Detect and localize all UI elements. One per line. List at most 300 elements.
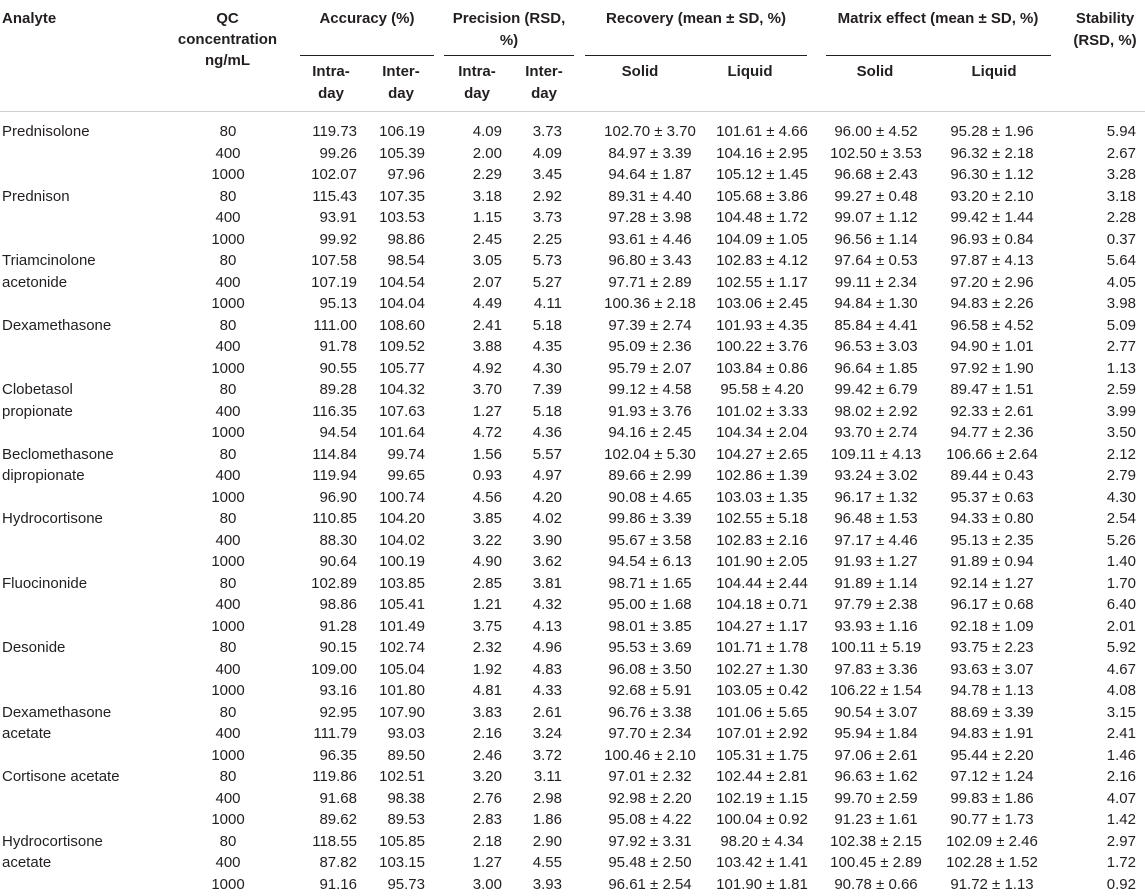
cell-qc: 400: [215, 596, 241, 613]
cell-acc-intra: 93.16: [319, 682, 357, 699]
header-matrix: Matrix effect (mean ± SD, %): [837, 10, 1039, 27]
cell-stability: 1.72: [1106, 854, 1136, 871]
cell-rec-liquid: 103.42 ± 1.41: [716, 854, 808, 871]
header-rule: [0, 111, 1145, 112]
cell-mat-solid: 99.27 ± 0.48: [834, 187, 918, 205]
cell-mat-liquid: 94.77 ± 2.36: [950, 424, 1034, 441]
cell-mat-solid: 97.17 ± 4.46: [834, 531, 918, 549]
cell-prec-intra: 1.15: [472, 209, 502, 226]
cell-acc-inter: 107.63: [379, 402, 425, 420]
cell-prec-intra: 1.27: [472, 854, 502, 871]
cell-stability: 2.28: [1106, 209, 1136, 226]
cell-mat-liquid: 94.78 ± 1.13: [950, 682, 1034, 699]
cell-rec-solid: 102.04 ± 5.30: [604, 445, 696, 463]
cell-acc-intra: 111.79: [313, 725, 357, 742]
cell-mat-liquid: 97.87 ± 4.13: [950, 252, 1034, 269]
cell-qc: 400: [215, 467, 241, 484]
cell-acc-intra: 94.54: [319, 424, 357, 441]
cell-prec-intra: 3.75: [472, 617, 502, 635]
cell-prec-intra: 3.18: [472, 187, 502, 205]
cell-acc-intra: 91.78: [319, 338, 357, 355]
cell-stability: 6.40: [1106, 596, 1136, 613]
cell-qc: 80: [219, 123, 237, 140]
cell-rec-liquid: 104.34 ± 2.04: [716, 424, 808, 441]
cell-prec-intra: 4.09: [472, 123, 502, 140]
cell-acc-intra: 91.28: [319, 617, 357, 635]
cell-stability: 2.67: [1106, 144, 1136, 162]
cell-mat-liquid: 96.58 ± 4.52: [950, 316, 1034, 334]
cell-acc-intra: 87.82: [319, 854, 357, 871]
cell-qc: 80: [219, 574, 237, 592]
cell-mat-solid: 109.11 ± 4.13: [830, 445, 922, 463]
cell-mat-liquid: 96.32 ± 2.18: [950, 144, 1034, 162]
cell-mat-solid: 96.48 ± 1.53: [834, 510, 918, 527]
cell-qc: 1000: [211, 746, 245, 764]
cell-acc-intra: 119.73: [312, 123, 357, 140]
cell-rec-solid: 95.79 ± 2.07: [608, 359, 692, 377]
cell-qc: 80: [219, 768, 237, 785]
cell-acc-intra: 91.68: [319, 789, 357, 807]
cell-acc-intra: 96.90: [319, 488, 357, 506]
cell-acc-intra: 107.58: [311, 252, 357, 269]
cell-qc: 80: [219, 832, 237, 850]
cell-acc-inter: 93.03: [387, 725, 425, 742]
cell-rec-liquid: 102.55 ± 5.18: [716, 510, 808, 527]
cell-stability: 2.54: [1106, 510, 1136, 527]
cell-mat-liquid: 89.47 ± 1.51: [950, 381, 1034, 398]
cell-prec-intra: 3.05: [472, 252, 502, 269]
cell-prec-inter: 3.81: [532, 574, 562, 592]
cell-qc: 1000: [211, 553, 245, 570]
cell-acc-intra: 102.89: [311, 574, 357, 592]
cell-qc: 400: [215, 338, 241, 355]
cell-stability: 2.41: [1106, 725, 1136, 742]
cell-qc: 1000: [211, 875, 245, 893]
cell-acc-inter: 102.74: [379, 639, 425, 656]
cell-stability: 4.07: [1106, 789, 1136, 807]
cell-mat-liquid: 93.75 ± 2.23: [950, 639, 1034, 656]
cell-stability: 2.77: [1106, 338, 1136, 355]
cell-mat-solid: 93.93 ± 1.16: [834, 617, 918, 635]
analyte-name: acetate: [2, 854, 52, 871]
cell-prec-inter: 1.86: [532, 811, 562, 828]
cell-prec-intra: 2.32: [472, 639, 502, 656]
cell-prec-intra: 4.81: [472, 682, 502, 699]
cell-prec-inter: 2.61: [532, 703, 562, 721]
cell-mat-liquid: 95.44 ± 2.20: [950, 746, 1034, 764]
cell-rec-solid: 90.08 ± 4.65: [608, 488, 692, 506]
cell-mat-liquid: 94.83 ± 2.26: [950, 295, 1034, 312]
cell-stability: 3.18: [1106, 187, 1136, 205]
cell-acc-inter: 100.19: [379, 553, 425, 570]
cell-rec-solid: 95.09 ± 2.36: [608, 338, 692, 355]
cell-rec-liquid: 103.06 ± 2.45: [716, 295, 808, 312]
header-precision: Precision (RSD, %): [452, 10, 566, 49]
cell-prec-inter: 3.90: [532, 531, 562, 549]
cell-rec-liquid: 107.01 ± 2.92: [716, 725, 808, 742]
cell-prec-intra: 3.22: [472, 531, 502, 549]
cell-rec-solid: 94.54 ± 6.13: [608, 553, 692, 570]
cell-rec-liquid: 101.71 ± 1.78: [716, 639, 808, 656]
cell-qc: 400: [215, 725, 241, 742]
cell-mat-solid: 85.84 ± 4.41: [834, 316, 918, 334]
cell-acc-inter: 100.74: [379, 488, 425, 506]
cell-acc-intra: 89.28: [319, 381, 357, 398]
cell-qc: 1000: [211, 424, 245, 441]
cell-rec-liquid: 101.61 ± 4.66: [716, 123, 808, 140]
cell-prec-inter: 3.73: [532, 123, 562, 140]
cell-mat-solid: 100.11 ± 5.19: [830, 639, 922, 656]
cell-acc-inter: 98.86: [387, 230, 425, 248]
cell-rec-solid: 96.76 ± 3.38: [608, 703, 692, 721]
cell-acc-inter: 101.64: [379, 424, 425, 441]
cell-rec-solid: 92.98 ± 2.20: [608, 789, 692, 807]
cell-acc-intra: 102.07: [311, 166, 357, 183]
cell-prec-inter: 4.55: [532, 854, 562, 871]
cell-prec-intra: 2.29: [472, 166, 502, 183]
cell-mat-solid: 94.84 ± 1.30: [834, 295, 918, 312]
cell-mat-solid: 102.38 ± 2.15: [830, 832, 922, 850]
cell-prec-inter: 4.02: [532, 510, 562, 527]
cell-prec-intra: 4.49: [472, 295, 502, 312]
cell-prec-inter: 4.13: [532, 617, 562, 635]
cell-rec-liquid: 102.27 ± 1.30: [716, 660, 808, 678]
cell-prec-intra: 4.90: [472, 553, 502, 570]
cell-acc-inter: 107.90: [379, 703, 425, 721]
cell-prec-inter: 5.18: [532, 402, 562, 420]
analyte-name: dipropionate: [2, 467, 85, 484]
header-accuracy: Accuracy (%): [319, 10, 415, 27]
analyte-name: Desonide: [2, 639, 66, 656]
cell-mat-liquid: 92.18 ± 1.09: [950, 617, 1034, 635]
cell-acc-inter: 104.32: [379, 381, 425, 398]
cell-qc: 400: [215, 854, 241, 871]
cell-rec-solid: 93.61 ± 4.46: [608, 230, 692, 248]
cell-mat-solid: 96.17 ± 1.32: [834, 488, 918, 506]
cell-rec-liquid: 101.93 ± 4.35: [716, 316, 808, 334]
cell-prec-intra: 2.76: [472, 789, 502, 807]
cell-acc-intra: 107.19: [311, 273, 357, 291]
cell-acc-inter: 103.85: [379, 574, 425, 592]
cell-acc-inter: 105.77: [379, 359, 425, 377]
cell-mat-solid: 93.70 ± 2.74: [834, 424, 918, 441]
cell-acc-intra: 119.86: [312, 768, 357, 785]
cell-rec-solid: 95.48 ± 2.50: [608, 854, 692, 871]
cell-qc: 80: [219, 703, 237, 721]
cell-mat-liquid: 97.20 ± 2.96: [950, 273, 1034, 291]
cell-acc-inter: 101.49: [379, 617, 425, 635]
cell-stability: 5.92: [1106, 639, 1136, 656]
cell-rec-liquid: 103.05 ± 0.42: [716, 682, 808, 699]
cell-qc: 80: [219, 187, 237, 205]
cell-stability: 3.50: [1106, 424, 1136, 441]
cell-mat-liquid: 96.17 ± 0.68: [950, 596, 1034, 613]
header-recovery-solid: Solid: [621, 63, 659, 80]
cell-rec-liquid: 104.16 ± 2.95: [716, 144, 808, 162]
precision-divider: [444, 55, 574, 56]
header-precision-inter: Inter-day: [525, 63, 563, 102]
analyte-name: acetonide: [2, 273, 68, 291]
cell-acc-inter: 98.38: [387, 789, 425, 807]
cell-prec-intra: 2.18: [472, 832, 502, 850]
cell-mat-solid: 97.83 ± 3.36: [834, 660, 918, 678]
cell-prec-inter: 4.35: [532, 338, 562, 355]
header-qc: QC concentration ng/mL: [177, 10, 278, 69]
cell-mat-solid: 99.70 ± 2.59: [834, 789, 918, 807]
cell-mat-solid: 96.53 ± 3.03: [834, 338, 918, 355]
cell-mat-liquid: 92.33 ± 2.61: [950, 402, 1034, 420]
analyte-name: Cortisone acetate: [2, 768, 120, 785]
cell-rec-solid: 99.86 ± 3.39: [608, 510, 692, 527]
cell-acc-inter: 106.19: [379, 123, 425, 140]
cell-rec-solid: 99.12 ± 4.58: [608, 381, 692, 398]
analyte-name: Prednisolone: [2, 123, 90, 140]
cell-stability: 2.59: [1106, 381, 1136, 398]
cell-acc-inter: 107.35: [379, 187, 425, 205]
cell-stability: 0.37: [1106, 230, 1136, 248]
cell-rec-liquid: 101.02 ± 3.33: [716, 402, 808, 420]
cell-acc-inter: 105.85: [379, 832, 425, 850]
cell-rec-solid: 96.08 ± 3.50: [608, 660, 692, 678]
cell-rec-liquid: 95.58 ± 4.20: [720, 381, 804, 398]
cell-prec-intra: 3.85: [472, 510, 502, 527]
cell-acc-inter: 105.04: [379, 660, 425, 678]
cell-prec-intra: 4.56: [472, 488, 502, 506]
cell-rec-liquid: 105.68 ± 3.86: [716, 187, 808, 205]
analyte-name: Dexamethasone: [2, 316, 112, 334]
analyte-name: Triamcinolone: [2, 252, 96, 269]
cell-stability: 5.09: [1106, 316, 1136, 334]
analyte-name: Fluocinonide: [2, 574, 88, 592]
cell-mat-liquid: 97.92 ± 1.90: [950, 359, 1034, 377]
cell-rec-solid: 91.93 ± 3.76: [608, 402, 692, 420]
cell-mat-liquid: 97.12 ± 1.24: [950, 768, 1034, 785]
cell-rec-liquid: 105.12 ± 1.45: [716, 166, 808, 183]
cell-stability: 3.99: [1106, 402, 1136, 420]
cell-prec-intra: 0.93: [472, 467, 502, 484]
cell-rec-liquid: 100.22 ± 3.76: [716, 338, 808, 355]
cell-stability: 2.79: [1106, 467, 1136, 484]
cell-acc-intra: 115.43: [312, 187, 357, 205]
cell-qc: 1000: [211, 166, 245, 183]
cell-mat-liquid: 95.37 ± 0.63: [950, 488, 1034, 506]
cell-mat-solid: 93.24 ± 3.02: [834, 467, 918, 484]
cell-qc: 400: [215, 209, 241, 226]
cell-prec-intra: 3.00: [472, 875, 502, 893]
cell-stability: 2.12: [1106, 445, 1136, 463]
cell-rec-liquid: 102.83 ± 2.16: [716, 531, 808, 549]
cell-rec-liquid: 104.44 ± 2.44: [716, 574, 808, 592]
cell-prec-intra: 1.56: [472, 445, 502, 463]
cell-mat-liquid: 95.13 ± 2.35: [950, 531, 1034, 549]
analyte-name: acetate: [2, 725, 52, 742]
cell-prec-inter: 5.18: [532, 316, 562, 334]
cell-stability: 1.42: [1106, 811, 1136, 828]
cell-qc: 80: [219, 639, 237, 656]
cell-prec-inter: 3.45: [532, 166, 562, 183]
cell-stability: 3.28: [1106, 166, 1136, 183]
cell-prec-intra: 2.00: [472, 144, 502, 162]
cell-stability: 4.67: [1106, 660, 1136, 678]
cell-rec-liquid: 101.90 ± 2.05: [716, 553, 808, 570]
cell-acc-intra: 91.16: [319, 875, 357, 893]
cell-mat-liquid: 96.93 ± 0.84: [950, 230, 1034, 248]
cell-prec-intra: 2.85: [472, 574, 502, 592]
cell-stability: 5.26: [1106, 531, 1136, 549]
cell-rec-liquid: 100.04 ± 0.92: [716, 811, 808, 828]
cell-rec-liquid: 104.48 ± 1.72: [716, 209, 808, 226]
cell-mat-liquid: 91.72 ± 1.13: [950, 875, 1034, 893]
cell-stability: 0.92: [1106, 875, 1136, 893]
cell-acc-inter: 108.60: [379, 316, 425, 334]
cell-qc: 1000: [211, 811, 245, 828]
cell-acc-inter: 89.50: [387, 746, 425, 764]
cell-prec-intra: 1.92: [472, 660, 502, 678]
cell-acc-intra: 90.15: [319, 639, 357, 656]
cell-acc-intra: 111.00: [313, 316, 357, 334]
cell-mat-solid: 99.11 ± 2.34: [834, 273, 918, 291]
cell-mat-solid: 97.06 ± 2.61: [834, 746, 918, 764]
cell-prec-intra: 4.72: [472, 424, 502, 441]
cell-mat-liquid: 96.30 ± 1.12: [950, 166, 1034, 183]
cell-rec-liquid: 104.18 ± 0.71: [716, 596, 808, 613]
analyte-name: Prednison: [2, 187, 70, 205]
accuracy-divider: [300, 55, 434, 56]
cell-mat-liquid: 89.44 ± 0.43: [950, 467, 1034, 484]
cell-rec-solid: 84.97 ± 3.39: [608, 144, 692, 162]
cell-prec-intra: 2.45: [472, 230, 502, 248]
cell-acc-intra: 98.86: [319, 596, 357, 613]
cell-prec-inter: 5.57: [532, 445, 562, 463]
cell-acc-inter: 99.74: [387, 445, 425, 463]
cell-mat-liquid: 99.83 ± 1.86: [950, 789, 1034, 807]
cell-mat-liquid: 95.28 ± 1.96: [950, 123, 1034, 140]
cell-acc-inter: 104.54: [379, 273, 425, 291]
cell-mat-solid: 91.23 ± 1.61: [834, 811, 918, 828]
cell-acc-intra: 89.62: [319, 811, 357, 828]
cell-acc-inter: 103.15: [379, 854, 425, 871]
cell-acc-inter: 89.53: [387, 811, 425, 828]
analyte-name: Dexamethasone: [2, 703, 112, 721]
cell-qc: 400: [215, 144, 241, 162]
cell-rec-liquid: 104.27 ± 2.65: [716, 445, 808, 463]
cell-stability: 1.13: [1106, 359, 1136, 377]
cell-acc-inter: 101.80: [379, 682, 425, 699]
cell-acc-intra: 88.30: [319, 531, 357, 549]
header-matrix-liquid: Liquid: [971, 63, 1017, 80]
cell-mat-solid: 97.79 ± 2.38: [834, 596, 918, 613]
cell-mat-liquid: 94.90 ± 1.01: [950, 338, 1034, 355]
cell-acc-intra: 109.00: [311, 660, 357, 678]
cell-mat-liquid: 88.69 ± 3.39: [950, 703, 1034, 721]
cell-prec-inter: 5.27: [532, 273, 562, 291]
cell-rec-liquid: 104.27 ± 1.17: [716, 617, 808, 635]
cell-prec-inter: 2.92: [532, 187, 562, 205]
cell-mat-solid: 91.93 ± 1.27: [834, 553, 918, 570]
cell-acc-inter: 109.52: [379, 338, 425, 355]
cell-acc-intra: 90.64: [319, 553, 357, 570]
cell-prec-intra: 3.88: [472, 338, 502, 355]
cell-prec-intra: 2.07: [472, 273, 502, 291]
cell-prec-inter: 2.25: [532, 230, 562, 248]
cell-mat-liquid: 91.89 ± 0.94: [950, 553, 1034, 570]
cell-prec-intra: 2.41: [472, 316, 502, 334]
cell-mat-solid: 91.89 ± 1.14: [834, 574, 918, 592]
header-analyte: Analyte: [2, 10, 57, 27]
cell-mat-solid: 90.54 ± 3.07: [834, 703, 918, 721]
cell-prec-intra: 1.27: [472, 402, 502, 420]
cell-mat-solid: 96.56 ± 1.14: [834, 230, 918, 248]
cell-prec-intra: 2.83: [472, 811, 502, 828]
cell-rec-solid: 96.80 ± 3.43: [608, 252, 692, 269]
cell-prec-intra: 3.83: [472, 703, 502, 721]
cell-rec-solid: 100.46 ± 2.10: [604, 746, 696, 764]
cell-acc-intra: 99.92: [319, 230, 357, 248]
cell-prec-inter: 2.90: [532, 832, 562, 850]
analyte-name: Hydrocortisone: [2, 832, 103, 850]
header-matrix-solid: Solid: [856, 63, 894, 80]
cell-acc-inter: 95.73: [387, 875, 425, 893]
cell-acc-intra: 96.35: [319, 746, 357, 764]
cell-acc-inter: 102.51: [379, 768, 425, 785]
cell-prec-inter: 3.11: [533, 768, 562, 785]
cell-mat-solid: 99.07 ± 1.12: [834, 209, 918, 226]
cell-acc-intra: 95.13: [319, 295, 357, 312]
cell-prec-inter: 7.39: [532, 381, 562, 398]
cell-rec-solid: 95.53 ± 3.69: [608, 639, 692, 656]
analyte-name: Beclomethasone: [2, 445, 114, 463]
cell-rec-liquid: 98.20 ± 4.34: [720, 832, 804, 850]
cell-qc: 80: [219, 381, 237, 398]
cell-prec-inter: 3.73: [532, 209, 562, 226]
cell-prec-inter: 3.72: [532, 746, 562, 764]
cell-acc-inter: 105.41: [379, 596, 425, 613]
cell-qc: 1000: [211, 230, 245, 248]
cell-qc: 400: [215, 531, 241, 549]
cell-acc-intra: 90.55: [319, 359, 357, 377]
cell-mat-liquid: 93.63 ± 3.07: [950, 660, 1034, 678]
cell-mat-liquid: 94.83 ± 1.91: [950, 725, 1034, 742]
cell-rec-liquid: 102.83 ± 4.12: [716, 252, 808, 269]
cell-stability: 2.01: [1106, 617, 1136, 635]
cell-prec-inter: 4.11: [533, 295, 562, 312]
cell-acc-intra: 116.35: [312, 402, 357, 420]
cell-prec-inter: 4.33: [532, 682, 562, 699]
cell-mat-solid: 95.94 ± 1.84: [834, 725, 918, 742]
cell-acc-inter: 104.02: [379, 531, 425, 549]
cell-prec-inter: 3.93: [532, 875, 562, 893]
cell-prec-inter: 3.62: [532, 553, 562, 570]
cell-rec-liquid: 104.09 ± 1.05: [716, 230, 808, 248]
cell-prec-inter: 4.97: [532, 467, 562, 484]
cell-mat-liquid: 102.09 ± 2.46: [946, 832, 1038, 850]
cell-rec-solid: 95.67 ± 3.58: [608, 531, 692, 549]
cell-acc-inter: 104.20: [379, 510, 425, 527]
analyte-name: Clobetasol: [2, 381, 73, 398]
cell-rec-solid: 97.70 ± 2.34: [608, 725, 692, 742]
cell-rec-solid: 95.08 ± 4.22: [608, 811, 692, 828]
cell-prec-intra: 2.16: [472, 725, 502, 742]
cell-rec-solid: 97.01 ± 2.32: [608, 768, 692, 785]
cell-prec-inter: 4.32: [532, 596, 562, 613]
cell-mat-solid: 100.45 ± 2.89: [830, 854, 922, 871]
matrix-divider: [826, 55, 1051, 56]
cell-prec-inter: 2.98: [532, 789, 562, 807]
cell-acc-inter: 104.04: [379, 295, 425, 312]
cell-rec-solid: 97.71 ± 2.89: [608, 273, 692, 291]
cell-mat-solid: 96.63 ± 1.62: [834, 768, 918, 785]
cell-prec-inter: 4.36: [532, 424, 562, 441]
